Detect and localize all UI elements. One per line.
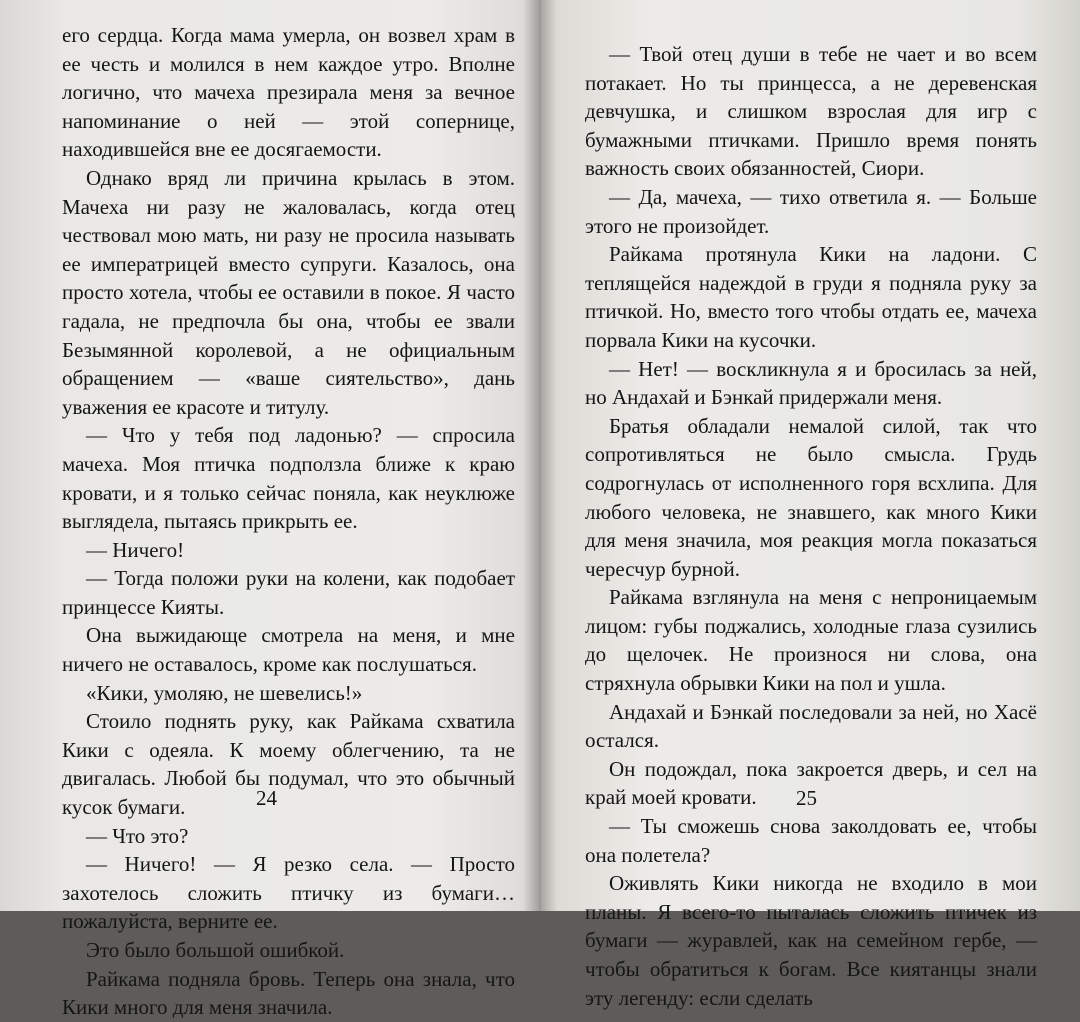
paragraph: Райкама подняла бровь. Теперь она знала, что Кики много для меня значила. [62,966,515,1020]
paragraph: Стоило поднять руку, как Райкама схватила Кики с одеяла. К моему облегчению, та не двигалась. Любой бы подумал, что это обычный кусок бумаги. [62,709,515,820]
paragraph: Андахай и Бэнкай последовали за ней, но Хасё остался. [585,699,1037,753]
paragraph: — Нет! — воскликнула я и бросилась за ней, но Андахай и Бэнкай придержали меня. [585,356,1037,410]
paragraph: — Ничего! [86,537,185,562]
paragraph: Он подождал, пока закроется дверь, и сел на край моей кровати. [585,756,1037,810]
paragraph: — Да, мачеха, — тихо ответила я. — Больше этого не произойдет. [585,184,1037,238]
paragraph: — Что это? [86,823,189,848]
paragraph: — Твой отец души в тебе не чает и во всем потакает. Но ты принцесса, а не деревенская девчушка, и слишком взрослая для игр с бумажными птичками. Пришло время понять важность своих обязанностей, Сиори. [585,42,1037,181]
paragraph: Это было большой ошибкой. [86,938,345,962]
paragraph: Райкама протянула Кики на ладони. С теплящейся надеждой в груди я подняла руку за птичкой. Но, вместо того чтобы отдать ее, мачеха порвала Кики на кусочки. [585,242,1037,352]
paragraph: — Тогда положи руки на колени, как подобает принцессе Кияты. [62,566,515,619]
left-page-text [62,21,515,1022]
paragraph: — Ты сможешь снова заколдовать ее, чтобы она полетела? [585,814,1037,867]
paragraph: «Кики, умоляю, не шевелись!» [86,680,363,705]
paragraph: Она выжидающе смотрела на меня, и мне ничего не оставалось, кроме как послушаться. [62,623,515,677]
page-number: 24 [256,786,277,810]
right-page [540,0,1080,1010]
paragraph: Райкама взглянула на меня с непроницаемым лицом: губы поджались, холодные глаза сузились до щелочек. Не произнося ни слова, она стряхнула обрывки Кики на пол и ушла. [585,585,1037,696]
paragraph: — Ничего! — Я резко села. — Просто захотелось сложить птичку из бумаги… пожалуйста, верните ее. [62,852,515,934]
right-page-text [585,40,1037,1012]
paragraph: Оживлять Кики никогда не входило в мои планы. Я всего-то пыталась сложить птичек из бумаги — журавлей, как на семейном гербе, — чтобы обратиться к богам. Все киятанцы знали эту легенду: если сделать [585,871,1037,1010]
left-page [0,0,540,1020]
paragraph: его сердца. Когда мама умерла, он возвел храм в ее честь и молился в нем каждое утро. Вполне логично, что мачеха презирала меня за вечное напоминание о ней — этой сопернице, находившейся вне ее досягаемости. [62,23,515,162]
page-number: 25 [796,786,817,810]
paragraph: Братья обладали немалой силой, так что сопротивляться не было смысла. Грудь содрогнулась от исполненного горя всхлипа. Для любого человека, не знавшего, как много Кики для меня значила, моя реакция могла показаться чересчур бурной. [585,413,1037,581]
paragraph: Однако вряд ли причина крылась в этом. Мачеха ни разу не жаловалась, когда отец чествовал мою мать, ни разу не просила называть ее императрицей вместо супруги. Казалось, она просто хотела, чтобы ее оставили в покое. Я часто гадала, не предпочла бы она, чтобы ее звали Безымянной королевой, а не официальным обращением — «ваше сиятельство», дань уважения ее красоте и титулу. [62,165,515,419]
paragraph: — Что у тебя под ладонью? — спросила мачеха. Моя птичка подползла ближе к краю кровати, и я только сейчас поняла, как неуклюже выглядела, пытаясь прикрыть ее. [62,423,515,534]
